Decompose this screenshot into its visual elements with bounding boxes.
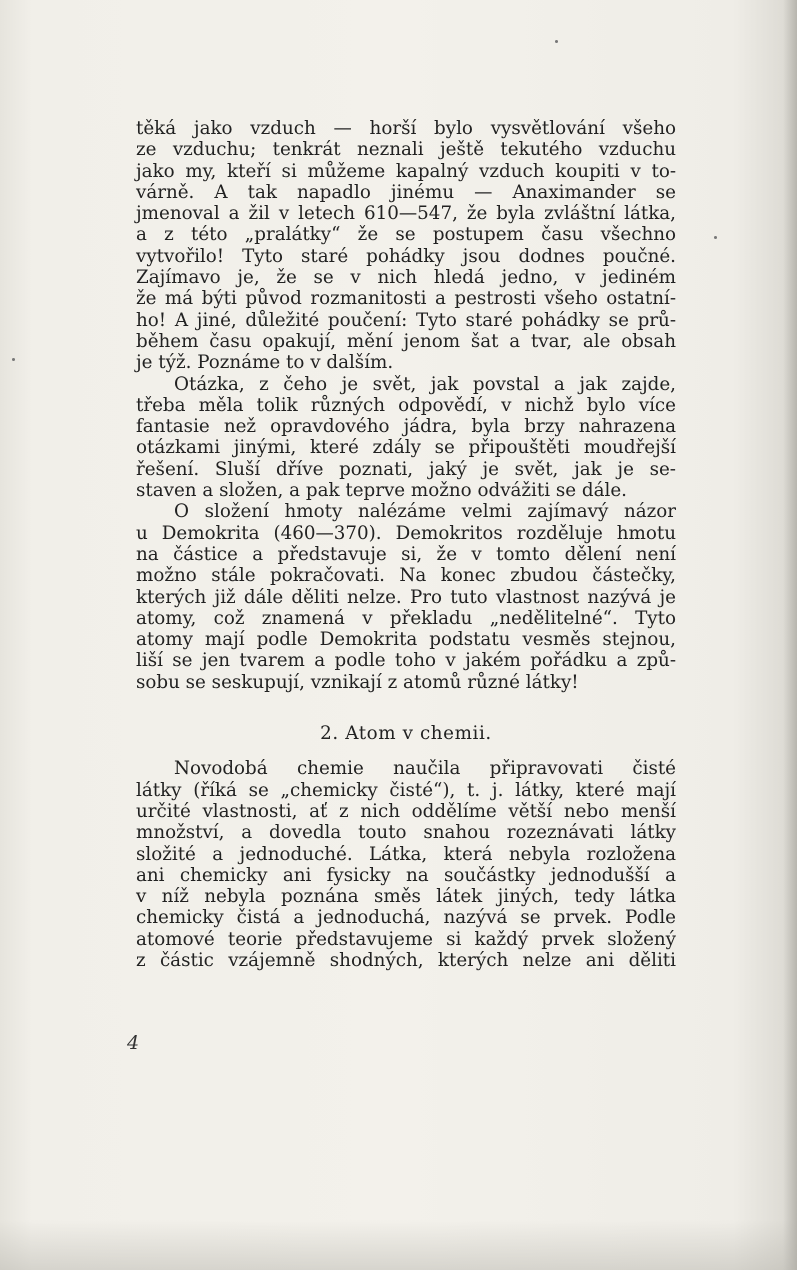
text-line: ani chemicky ani fysicky na součástky jednodušší a [136, 864, 676, 886]
text-line: na částice a představuje si, že v tomto dělení není [136, 543, 676, 565]
text-line: třeba měla tolik různých odpovědí, v nichž bylo více [136, 394, 676, 416]
text-line: atomy, což znamená v překladu „nedělitelné“. Tyto [136, 607, 676, 629]
text-line: Novodobá chemie naučila připravovati čisté [174, 758, 676, 780]
text-line: látky (říká se „chemicky čisté“), t. j. látky, které mají [136, 779, 676, 801]
section-heading: 2. Atom v chemii. [320, 723, 492, 745]
text-line: těká jako vzduch — horší bylo vysvětlování všeho [136, 118, 676, 139]
paragraph-chemistry [136, 758, 676, 971]
text-line: chemicky čistá a jednoduchá, nazývá se prvek. Podle [136, 907, 676, 929]
paragraph-demokritos [136, 501, 676, 693]
text-line: že má býti původ rozmanitosti a pestrosti všeho ostatní- [136, 288, 676, 310]
text-line: vytvořilo! Tyto staré pohádky jsou dodnes poučné. [136, 245, 676, 267]
page-edge-shadow [783, 0, 797, 1270]
text-line: z částic vzájemně shodných, kterých nelze ani děliti [136, 949, 676, 971]
text-line: během času opakují, mění jenom šat a tvar, ale obsah [136, 330, 676, 352]
text-line: sobu se seskupují, vznikají z atomů různé látky! [136, 671, 579, 693]
text-line: fantasie než opravdového jádra, byla brzy nahrazena [136, 416, 676, 438]
paper-speck [714, 236, 717, 239]
text-line: v níž nebyla poznána směs látek jiných, tedy látka [136, 886, 676, 908]
text-line: u Demokrita (460—370). Demokritos rozděluje hmotu [136, 522, 676, 544]
text-line: várně. A tak napadlo jinému — Anaximander se [136, 181, 676, 203]
text-line: možno stále pokračovati. Na konec zbudou částečky, [136, 565, 676, 587]
text-line: a z této „pralátky“ že se postupem času všechno [136, 224, 676, 246]
text-line: jako my, kteří si můžeme kapalný vzduch koupiti v to- [136, 160, 676, 182]
text-line: staven a složen, a pak teprve možno odvážiti se dále. [136, 480, 627, 502]
paper-speck [555, 40, 558, 43]
text-line: ho! A jiné, důležité poučení: Tyto staré pohádky se prů- [136, 309, 676, 331]
text-line: kterých již dále děliti nelze. Pro tuto vlastnost nazývá je [136, 586, 676, 608]
text-line: liší se jen tvarem a podle toho v jakém pořádku a způ- [136, 650, 676, 672]
text-line: řešení. Sluší dříve poznati, jaký je svět, jak je se- [136, 458, 676, 480]
text-line: je týž. Poznáme to v dalším. [136, 352, 394, 374]
text-line: O složení hmoty nalézáme velmi zajímavý názor [174, 501, 676, 523]
page-bottom-shadow [0, 1220, 797, 1270]
text-line: Zajímavo je, že se v nich hledá jedno, v jediném [136, 267, 676, 289]
text-line: atomové teorie představujeme si každý prvek složený [136, 928, 676, 950]
paper-speck [12, 358, 15, 361]
text-line: atomy mají podle Demokrita podstatu vesměs stejnou, [136, 629, 676, 651]
text-line: určité vlastnosti, ať z nich oddělíme větší nebo menší [136, 800, 676, 822]
paragraph-question [136, 374, 676, 502]
text-line: množství, a dovedla touto snahou rozeznávati látky [136, 822, 676, 844]
paragraph-continued [136, 118, 676, 374]
body-text [136, 118, 676, 971]
text-line: složité a jednoduché. Látka, která nebyla rozložena [136, 843, 676, 865]
text-line: ze vzduchu; tenkrát neznali ještě tekutého vzduchu [136, 139, 676, 161]
text-line: jmenoval a žil v letech 610—547, že byla zvláštní látka, [136, 203, 676, 225]
text-line: otázkami jinými, které zdály se připouštěti moudřejší [136, 437, 676, 459]
page-number: 4 [127, 1032, 140, 1054]
text-line: Otázka, z čeho je svět, jak povstal a jak zajde, [174, 373, 676, 395]
